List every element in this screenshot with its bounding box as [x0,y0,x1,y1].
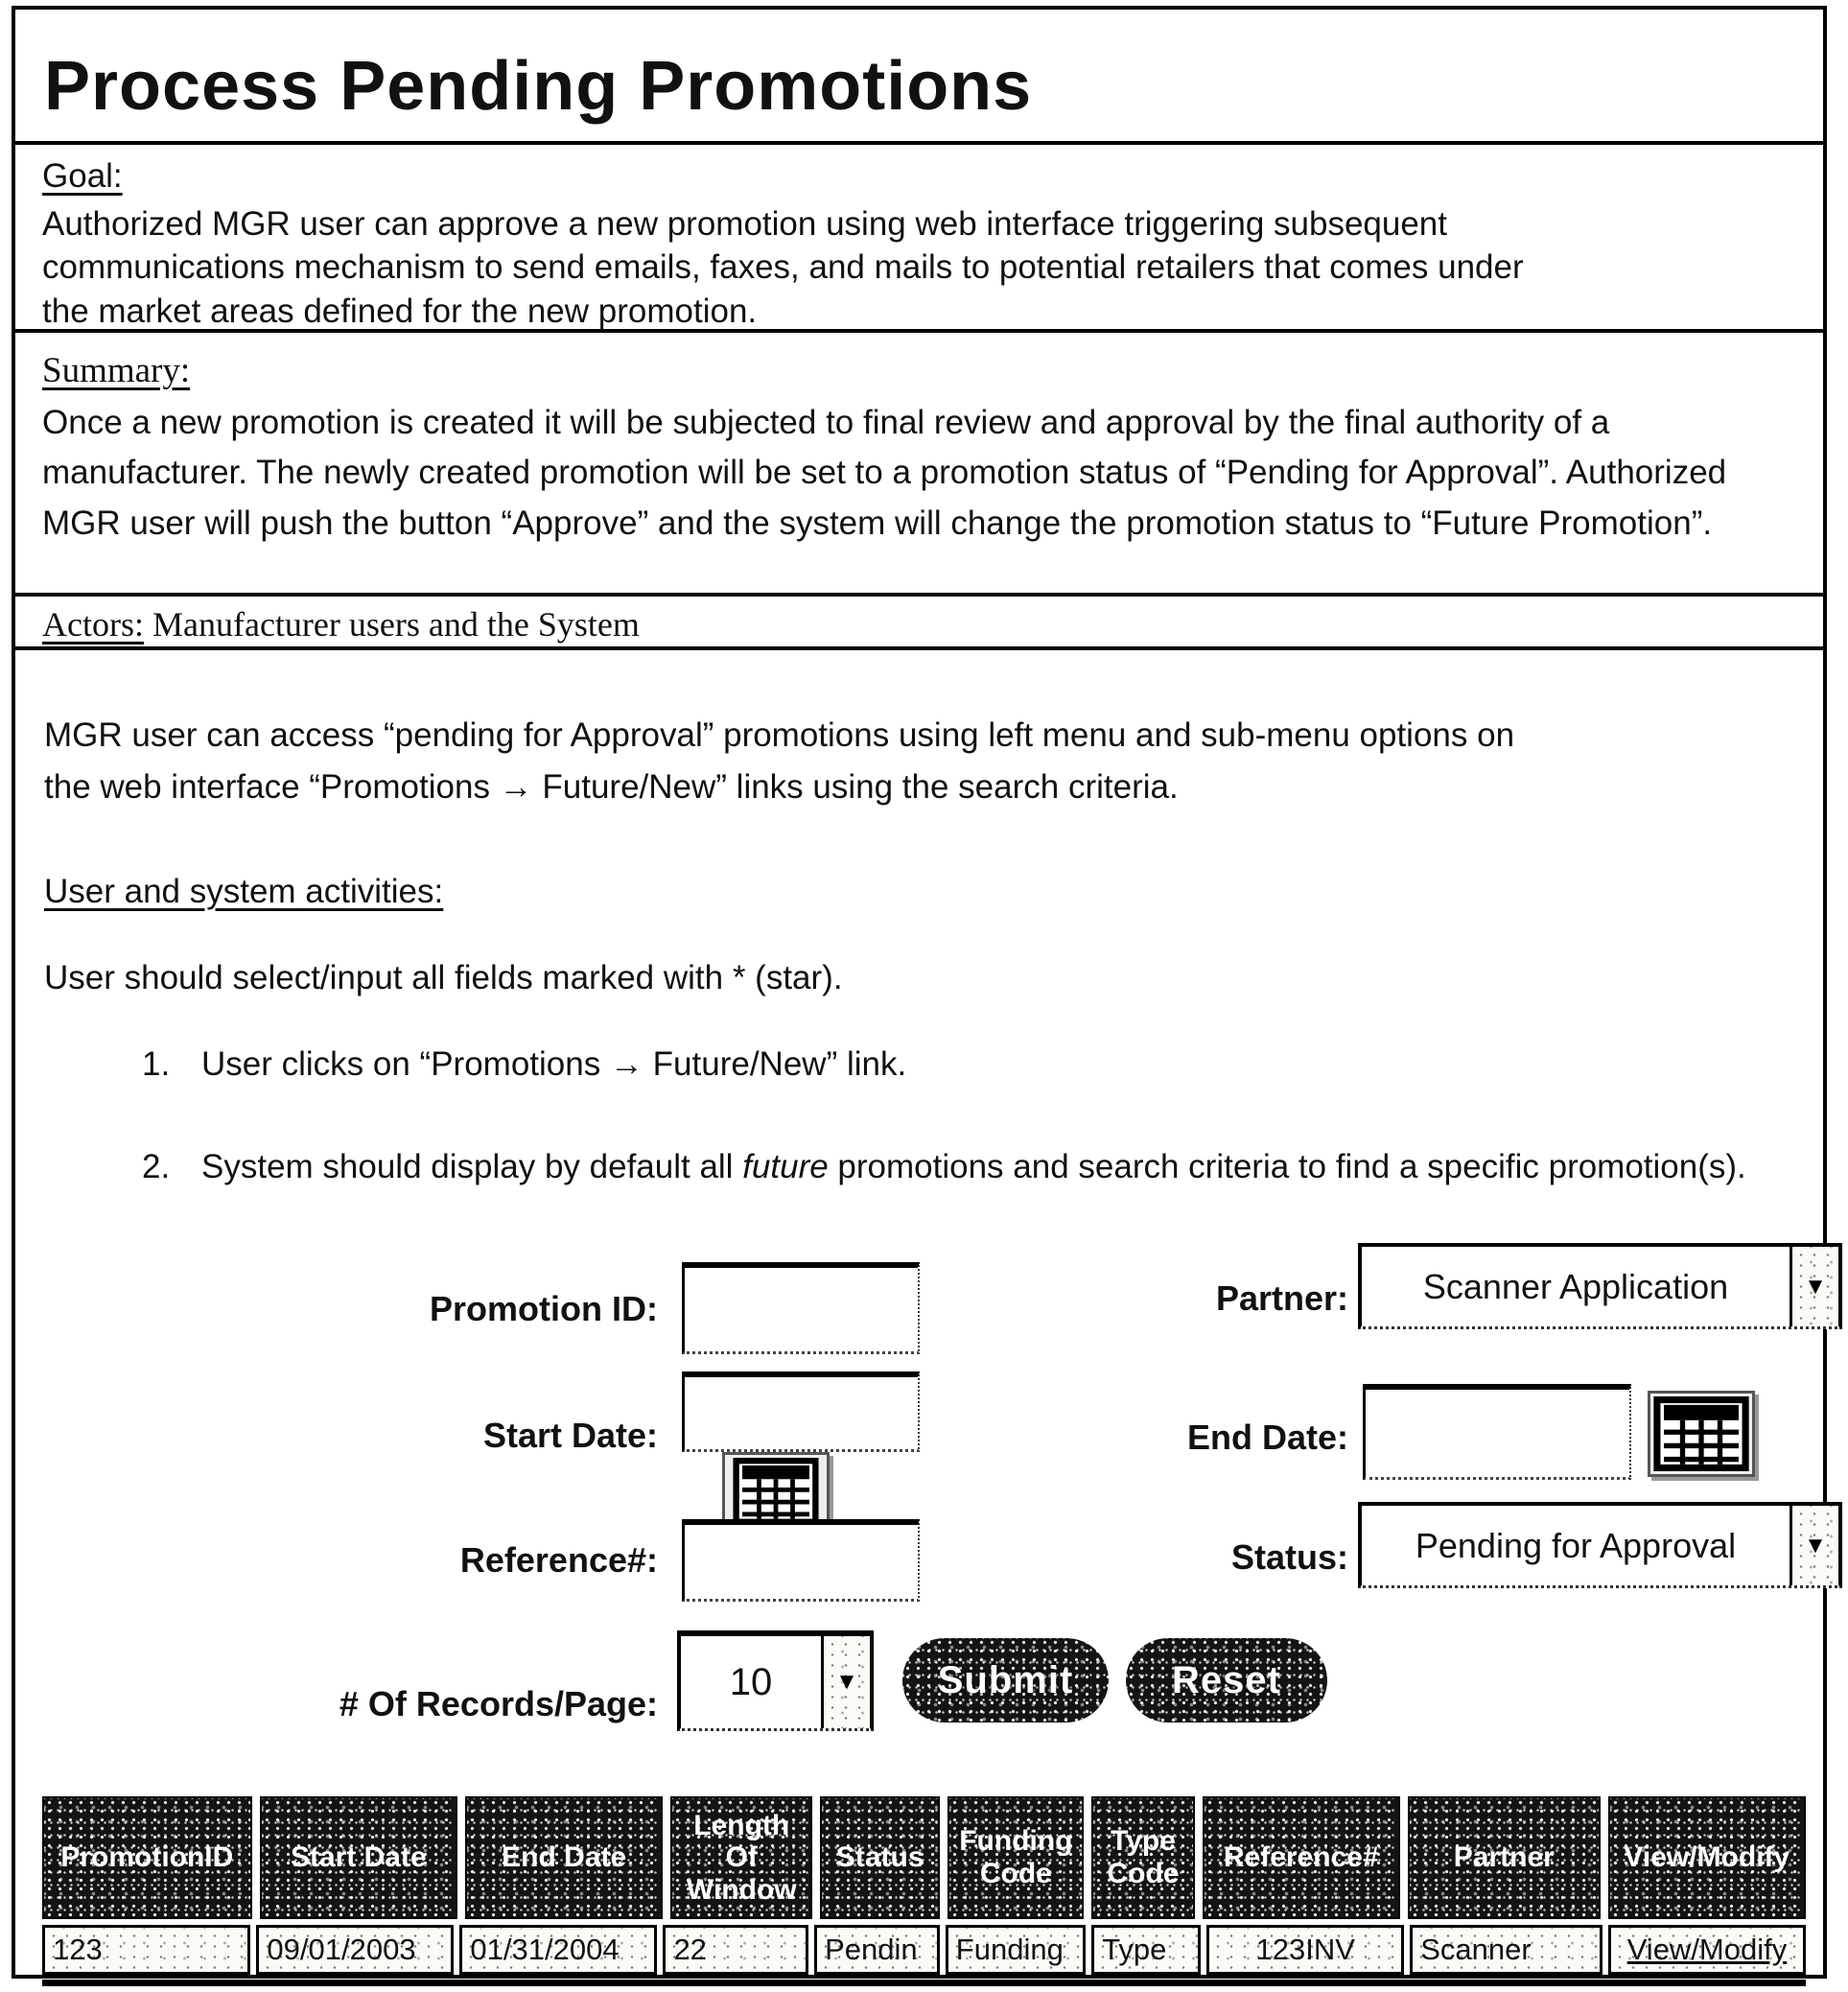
end-date-label: End Date: [1186,1418,1348,1457]
column-header-status: Status [820,1796,940,1919]
submit-button[interactable]: Submit [902,1638,1109,1722]
step-2 [142,1141,1772,1193]
partner-select[interactable] [1358,1243,1842,1329]
intro-paragraph: MGR user can access “pending for Approval” promotions using left menu and sub-menu options on the web interface “Promotions → Future/New” links using the search criteria. [44,716,1515,807]
step-2-italic-word: future [742,1148,829,1185]
cell-status: Pendin [814,1925,940,1975]
actors-heading: Actors: [42,605,144,644]
view-modify-link[interactable]: View/Modify [1608,1925,1806,1975]
chevron-down-icon[interactable]: ▼ [821,1636,870,1728]
column-header-reference: Reference# [1203,1796,1400,1919]
actors-text: Manufacturer users and the System [152,605,640,644]
reference-input[interactable] [682,1519,920,1602]
results-table [42,1796,1806,1986]
summary-section [15,333,1823,597]
partner-label: Partner: [1215,1278,1348,1318]
records-per-page-select[interactable] [677,1630,874,1731]
step-2-number: 2. [142,1148,171,1185]
step-1 [142,1039,906,1090]
cell-end-date: 01/31/2004 [459,1925,657,1975]
column-header-funding-code: Funding Code [947,1796,1084,1919]
end-date-input[interactable] [1363,1384,1631,1480]
main-section [15,650,1827,1975]
column-header-end-date: End Date [465,1796,663,1919]
use-case-page [12,6,1827,1979]
start-date-label: Start Date: [482,1416,658,1455]
step-1-number: 1. [142,1045,171,1083]
promotion-id-label: Promotion ID: [430,1289,658,1328]
column-header-length-of-window: Length Of Window [670,1796,812,1919]
cell-promotion-id: 123 [42,1925,250,1975]
promotion-id-input[interactable] [682,1262,920,1354]
actors-section [15,597,1823,650]
status-selected-value: Pending for Approval [1415,1525,1737,1565]
cell-funding-code: Funding [946,1925,1086,1975]
page-title: Process Pending Promotions [44,48,1033,125]
goal-heading: Goal: [42,157,123,195]
records-per-page-label: # Of Records/Page: [339,1684,658,1723]
summary-text: Once a new promotion is created it will be subjected to final review and approval by the final authority of a manufacturer. The newly created promotion will be set to a promotion status of “Pending for Approval”. Authorized MGR user will push the button “Approve” and the system will change the promotion status to “Future Promotion”. [42,403,1727,542]
chevron-down-icon[interactable]: ▼ [1790,1506,1838,1585]
records-selected-value: 10 [729,1660,773,1703]
start-date-input[interactable] [682,1371,920,1452]
activities-heading: User and system activities: [44,873,444,910]
cell-reference: 123INV [1206,1925,1404,1975]
column-header-start-date: Start Date [260,1796,457,1919]
column-header-partner: Partner [1408,1796,1601,1919]
column-header-promotion-id: PromotionID [42,1796,252,1919]
cell-start-date: 09/01/2003 [256,1925,454,1975]
summary-heading: Summary: [42,351,191,390]
goal-text: Authorized MGR user can approve a new promotion using web interface triggering subsequent communications mechanism to send emails, faxes, and mails to potential retailers that comes under the market areas defined for the new promotion. [42,204,1524,330]
end-date-calendar-icon[interactable] [1648,1391,1755,1477]
title-section [15,10,1823,145]
chevron-down-icon[interactable]: ▼ [1790,1247,1838,1326]
required-fields-note: User should select/input all fields marked with * (star). [44,959,843,996]
table-row [42,1925,1806,1975]
cell-partner: Scanner [1410,1925,1602,1975]
status-select[interactable] [1358,1502,1842,1588]
results-table-header [42,1796,1806,1919]
reference-label: Reference#: [459,1540,658,1580]
goal-section [15,145,1823,333]
cell-type-code: Type [1091,1925,1201,1975]
reset-button[interactable]: Reset [1126,1638,1327,1722]
cell-length-of-window: 22 [663,1925,808,1975]
column-header-view-modify: View/Modify [1608,1796,1806,1919]
column-header-type-code: Type Code [1091,1796,1194,1919]
partner-selected-value: Scanner Application [1422,1266,1729,1306]
step-1-text: User clicks on “Promotions → Future/New” link. [201,1045,907,1083]
status-label: Status: [1230,1537,1348,1577]
step-2-text: System should display by default all future promotions and search criteria to find a specific promotion(s). [201,1148,1746,1185]
